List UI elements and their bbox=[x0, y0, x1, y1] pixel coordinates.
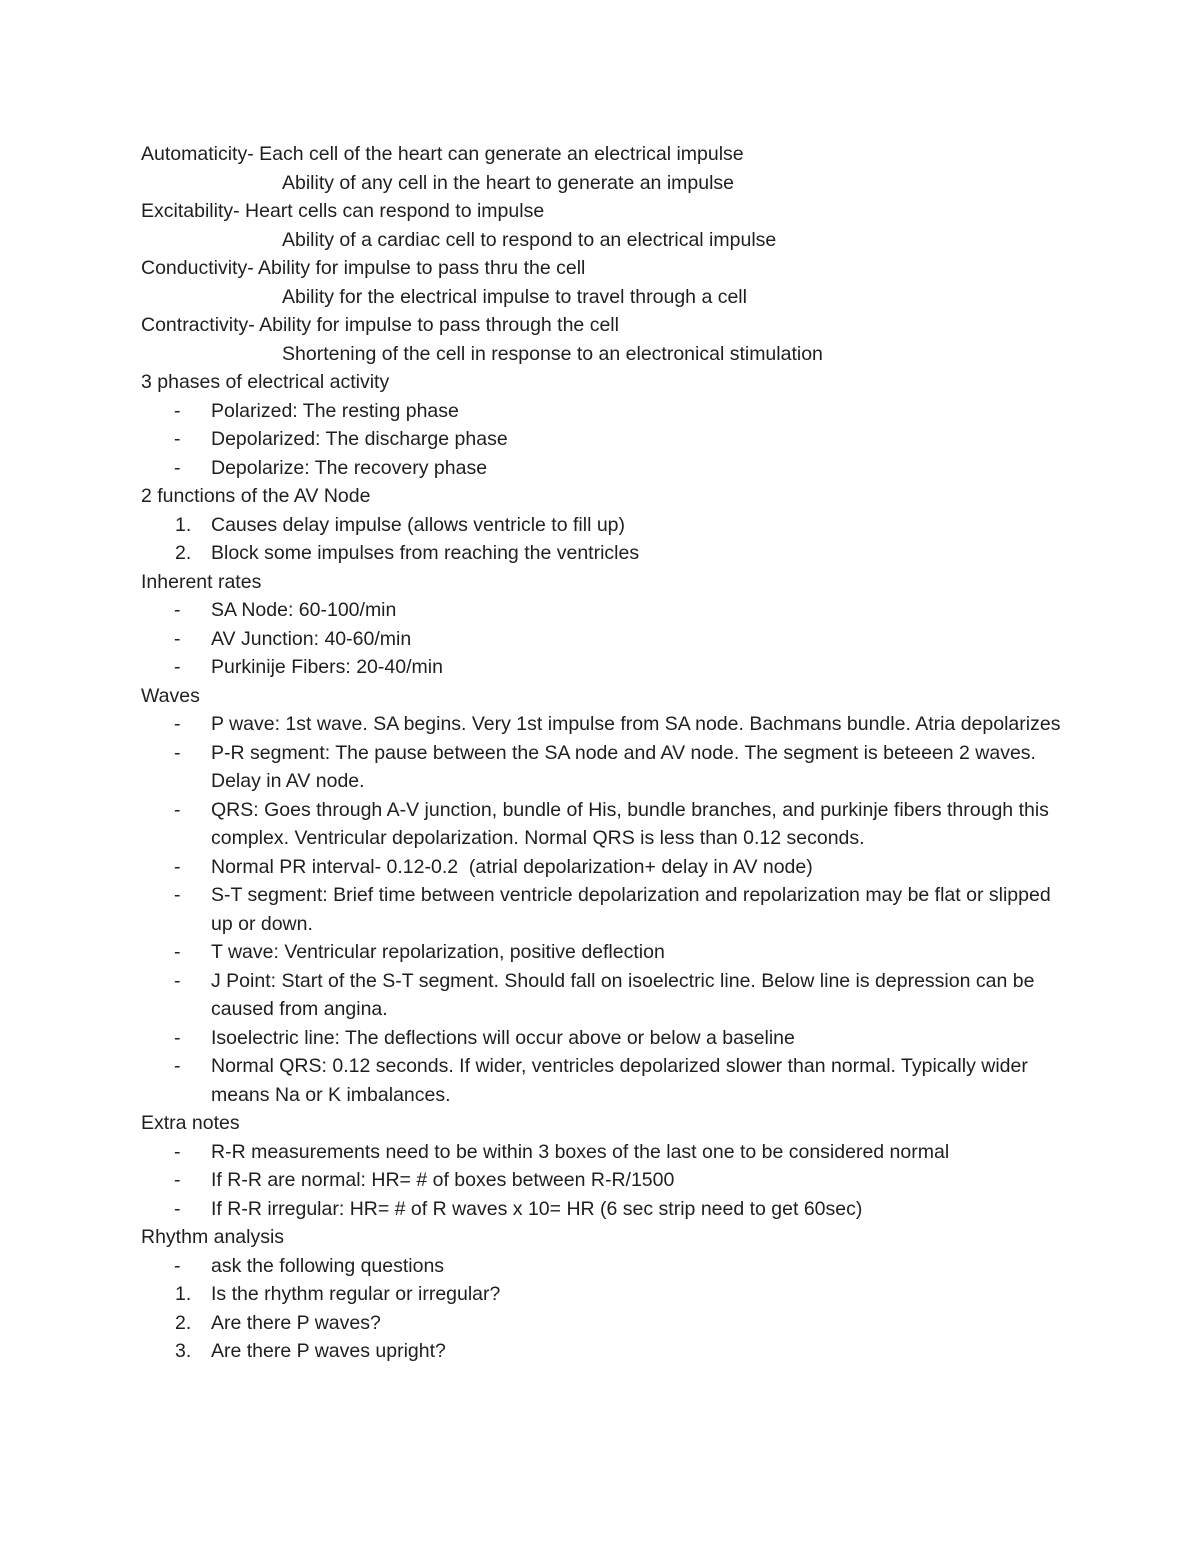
automaticity-heading: Automaticity- Each cell of the heart can generate an electrical impulse bbox=[141, 143, 744, 165]
dash-marker: - bbox=[174, 969, 181, 992]
dash-marker: - bbox=[174, 1026, 181, 1049]
dash-marker: - bbox=[174, 798, 181, 821]
contractivity-detail: Shortening of the cell in response to an electronical stimulation bbox=[282, 342, 823, 365]
list-item bbox=[141, 853, 1071, 882]
dash-marker: - bbox=[174, 627, 181, 650]
dash-marker: - bbox=[174, 1140, 181, 1163]
conductivity-detail: Ability for the electrical impulse to travel through a cell bbox=[282, 285, 747, 308]
rhythm-analysis-heading: Rhythm analysis bbox=[141, 1226, 285, 1248]
list-item bbox=[141, 881, 1071, 938]
list-item bbox=[141, 1195, 1081, 1224]
list-item-text: P wave: 1st wave. SA begins. Very 1st impulse from SA node. Bachmans bundle. Atria depolarizes bbox=[211, 713, 1061, 735]
av-node-heading: 2 functions of the AV Node bbox=[141, 485, 371, 507]
list-item bbox=[141, 397, 1081, 426]
list-item-text: If R-R irregular: HR= # of R waves x 10= HR (6 sec strip need to get 60sec) bbox=[211, 1197, 863, 1220]
list-item-text: Are there P waves? bbox=[211, 1311, 381, 1334]
list-item bbox=[141, 653, 1081, 682]
numbered-item bbox=[141, 511, 1081, 540]
dash-marker: - bbox=[174, 656, 181, 678]
list-item bbox=[141, 739, 1071, 796]
list-item-text: AV Junction: 40-60/min bbox=[211, 627, 412, 650]
list-item-text: R-R measurements need to be within 3 boxes of the last one to be considered normal bbox=[211, 1140, 950, 1163]
list-item-text: SA Node: 60-100/min bbox=[211, 599, 397, 621]
numbered-item bbox=[141, 1309, 1081, 1338]
list-item-text: Normal PR interval- 0.12-0.2 (atrial depolarization+ delay in AV node) bbox=[211, 855, 813, 878]
list-item-text: Is the rhythm regular or irregular? bbox=[211, 1283, 501, 1305]
number-marker: 2. bbox=[175, 1311, 192, 1334]
list-item-text: J Point: Start of the S-T segment. Should fall on isoelectric line. Below line is depression can be caused from angina. bbox=[211, 969, 1035, 1020]
number-marker: 3. bbox=[175, 1340, 192, 1362]
list-item-text: P-R segment: The pause between the SA node and AV node. The segment is beteeen 2 waves. Delay in AV node. bbox=[211, 741, 1036, 792]
excitability-detail: Ability of a cardiac cell to respond to an electrical impulse bbox=[282, 228, 777, 251]
dash-marker: - bbox=[174, 1197, 181, 1220]
dash-marker: - bbox=[174, 1055, 181, 1077]
list-item bbox=[141, 1138, 1081, 1167]
document-page bbox=[141, 140, 1081, 1366]
list-item-text: S-T segment: Brief time between ventricle depolarization and repolarization may be flat or slipped up or down. bbox=[211, 884, 1051, 935]
dash-marker: - bbox=[174, 741, 181, 764]
numbered-item bbox=[141, 539, 1081, 568]
list-item-text: T wave: Ventricular repolarization, positive deflection bbox=[211, 941, 665, 963]
list-item-text: Depolarized: The discharge phase bbox=[211, 428, 508, 450]
list-item bbox=[141, 796, 1071, 853]
list-item-text: Isoelectric line: The deflections will occur above or below a baseline bbox=[211, 1026, 795, 1049]
dash-marker: - bbox=[174, 941, 181, 963]
list-item bbox=[141, 967, 1071, 1024]
list-item-text: If R-R are normal: HR= # of boxes between R-R/1500 bbox=[211, 1169, 675, 1191]
dash-marker: - bbox=[174, 1254, 181, 1277]
number-marker: 1. bbox=[175, 1283, 192, 1305]
list-item-text: Normal QRS: 0.12 seconds. If wider, ventricles depolarized slower than normal. Typically wider means Na or K imbalances. bbox=[211, 1055, 1028, 1106]
dash-marker: - bbox=[174, 884, 181, 906]
extra-notes-heading: Extra notes bbox=[141, 1112, 240, 1134]
number-marker: 2. bbox=[175, 542, 192, 564]
list-item bbox=[141, 1024, 1071, 1053]
list-item bbox=[141, 710, 1071, 739]
dash-marker: - bbox=[174, 399, 181, 422]
excitability-heading: Excitability- Heart cells can respond to impulse bbox=[141, 200, 545, 222]
dash-marker: - bbox=[174, 428, 181, 450]
list-item-text: Block some impulses from reaching the ventricles bbox=[211, 542, 640, 564]
list-item bbox=[141, 596, 1081, 625]
number-marker: 1. bbox=[175, 513, 192, 536]
dash-marker: - bbox=[174, 456, 181, 479]
list-item bbox=[141, 625, 1081, 654]
automaticity-detail: Ability of any cell in the heart to generate an impulse bbox=[282, 171, 735, 194]
list-item bbox=[141, 454, 1081, 483]
waves-heading: Waves bbox=[141, 684, 200, 707]
list-item bbox=[141, 1052, 1071, 1109]
list-item-text: ask the following questions bbox=[211, 1254, 445, 1277]
dash-marker: - bbox=[174, 855, 181, 878]
numbered-item bbox=[141, 1280, 1081, 1309]
phases-heading: 3 phases of electrical activity bbox=[141, 371, 390, 393]
list-item-text: Depolarize: The recovery phase bbox=[211, 456, 488, 479]
conductivity-heading: Conductivity- Ability for impulse to pass thru the cell bbox=[141, 257, 586, 279]
list-item-text: Are there P waves upright? bbox=[211, 1340, 446, 1362]
contractivity-heading: Contractivity- Ability for impulse to pass through the cell bbox=[141, 314, 619, 336]
list-item-text: Purkinije Fibers: 20-40/min bbox=[211, 656, 443, 678]
dash-marker: - bbox=[174, 713, 181, 735]
dash-marker: - bbox=[174, 1169, 181, 1191]
list-item-text: QRS: Goes through A-V junction, bundle of His, bundle branches, and purkinje fibers through this complex. Ventricular depolarization. Normal QRS is less than 0.12 seconds. bbox=[211, 798, 1049, 849]
list-item-text: Polarized: The resting phase bbox=[211, 399, 459, 422]
dash-marker: - bbox=[174, 599, 181, 621]
list-item-text: Causes delay impulse (allows ventricle to fill up) bbox=[211, 513, 626, 536]
numbered-item bbox=[141, 1337, 1081, 1366]
list-item bbox=[141, 1166, 1081, 1195]
list-item bbox=[141, 425, 1081, 454]
list-item bbox=[141, 938, 1071, 967]
inherent-rates-heading: Inherent rates bbox=[141, 570, 262, 593]
list-item bbox=[141, 1252, 1081, 1281]
